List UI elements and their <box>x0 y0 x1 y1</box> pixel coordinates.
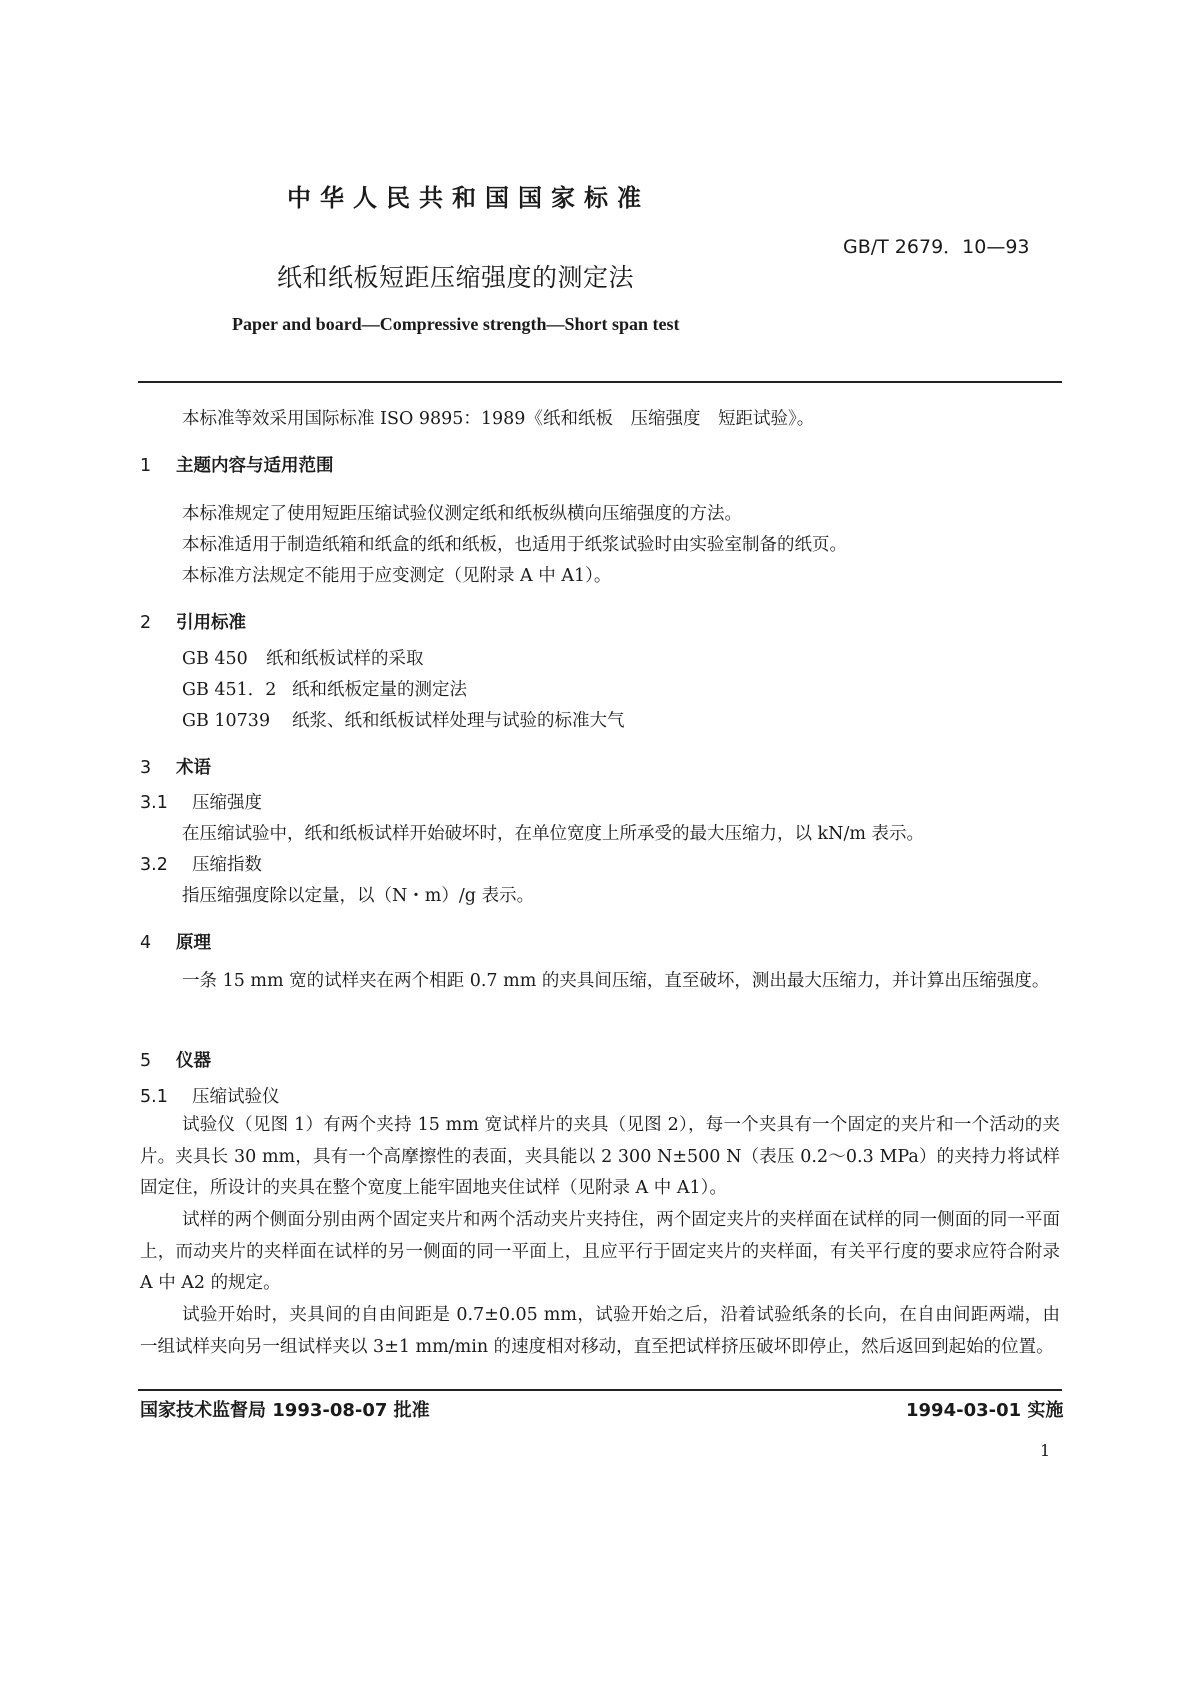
subsection-number: 5.1 <box>140 1087 168 1107</box>
term-title: 压缩指数 <box>192 855 262 875</box>
section-1-para-2: 本标准适用于制造纸箱和纸盒的纸和纸板，也适用于纸浆试验时由实验室制备的纸页。 <box>182 535 847 555</box>
page-number: 1 <box>1040 1441 1051 1460</box>
term-number: 3.2 <box>140 855 168 875</box>
section-number: 3 <box>140 758 152 778</box>
section-title: 主题内容与适用范围 <box>176 456 334 476</box>
reference-name: 纸浆、纸和纸板试样处理与试验的标准大气 <box>292 711 625 731</box>
english-title: Paper and board—Compressive strength—Short span test <box>232 314 680 334</box>
section-5-para-3: 试验开始时，夹具间的自由间距是 0.7±0.05 mm，试验开始之后，沿着试验纸条的长向，在自由间距两端，由一组试样夹向另一组试样夹以 3±1 mm/min 的速度相对移动，直至把试样挤压破坏即停止，然后返回到起始的位置。 <box>140 1305 1060 1357</box>
section-title: 术语 <box>176 758 211 778</box>
section-3-heading <box>140 754 211 779</box>
intro-paragraph: 本标准等效采用国际标准 ISO 9895：1989《纸和纸板 压缩强度 短距试验》。 <box>182 409 815 429</box>
section-number: 5 <box>140 1051 152 1071</box>
section-number: 4 <box>140 933 152 953</box>
header-rule <box>138 381 1062 383</box>
section-1-heading <box>140 452 334 477</box>
reference-item <box>182 675 467 706</box>
term-title: 压缩强度 <box>192 793 262 813</box>
section-title: 引用标准 <box>176 613 246 633</box>
standard-number: GB/T 2679．10—93 <box>843 236 1030 258</box>
term-number: 3.1 <box>140 793 168 813</box>
subsection-title: 压缩试验仪 <box>192 1087 280 1107</box>
section-title: 原理 <box>176 933 211 953</box>
reference-name: 纸和纸板定量的测定法 <box>292 680 467 700</box>
footer-rule <box>138 1389 1062 1391</box>
section-number: 1 <box>140 456 152 476</box>
implementation-date: 1994-03-01 实施 <box>906 1400 1064 1421</box>
term-3-1-definition: 在压缩试验中，纸和纸板试样开始破坏时，在单位宽度上所承受的最大压缩力，以 kN/m 表示。 <box>182 824 925 844</box>
term-3-1-heading <box>140 788 262 819</box>
national-standard-heading: 中华人民共和国国家标准 <box>287 184 650 212</box>
document-title: 纸和纸板短距压缩强度的测定法 <box>277 263 635 292</box>
section-1-para-1: 本标准规定了使用短距压缩试验仪测定纸和纸板纵横向压缩强度的方法。 <box>182 504 742 524</box>
reference-name: 纸和纸板试样的采取 <box>266 649 424 669</box>
reference-item <box>182 644 424 675</box>
approval-date: 国家技术监督局 1993-08-07 批准 <box>140 1400 430 1421</box>
subsection-5-1-heading <box>140 1082 280 1113</box>
section-title: 仪器 <box>176 1051 211 1071</box>
section-5-para-1: 试验仪（见图 1）有两个夹持 15 mm 宽试样片的夹具（见图 2），每一个夹具有一个固定的夹片和一个活动的夹片。夹具长 30 mm，具有一个高摩擦性的表面，夹具能以 2 300 N±500 N（表压 0.2～0.3 MPa）的夹持力将试样固定住，所设计的夹具在整个宽度上能牢固地夹住试样（见附录 A 中 A1）。 <box>140 1115 1060 1198</box>
reference-item <box>182 706 625 737</box>
section-1-para-3: 本标准方法规定不能用于应变测定（见附录 A 中 A1）。 <box>182 566 612 586</box>
reference-code: GB 451．2 <box>182 680 277 700</box>
term-3-2-heading <box>140 850 262 881</box>
section-5-para-2: 试样的两个侧面分别由两个固定夹片和两个活动夹片夹持住，两个固定夹片的夹样面在试样的同一侧面的同一平面上，而动夹片的夹样面在试样的另一侧面的同一平面上，且应平行于固定夹片的夹样面，有关平行度的要求应符合附录 A 中 A2 的规定。 <box>140 1210 1060 1293</box>
section-number: 2 <box>140 613 152 633</box>
section-4-heading <box>140 929 211 954</box>
term-3-2-definition: 指压缩强度除以定量，以（N・m）/g 表示。 <box>182 886 535 906</box>
reference-code: GB 450 <box>182 649 248 669</box>
section-2-heading <box>140 609 246 634</box>
reference-code: GB 10739 <box>182 711 271 731</box>
section-5-heading <box>140 1047 211 1072</box>
section-4-para-1: 一条 15 mm 宽的试样夹在两个相距 0.7 mm 的夹具间压缩，直至破坏，测出最大压缩力，并计算出压缩强度。 <box>182 971 1050 991</box>
